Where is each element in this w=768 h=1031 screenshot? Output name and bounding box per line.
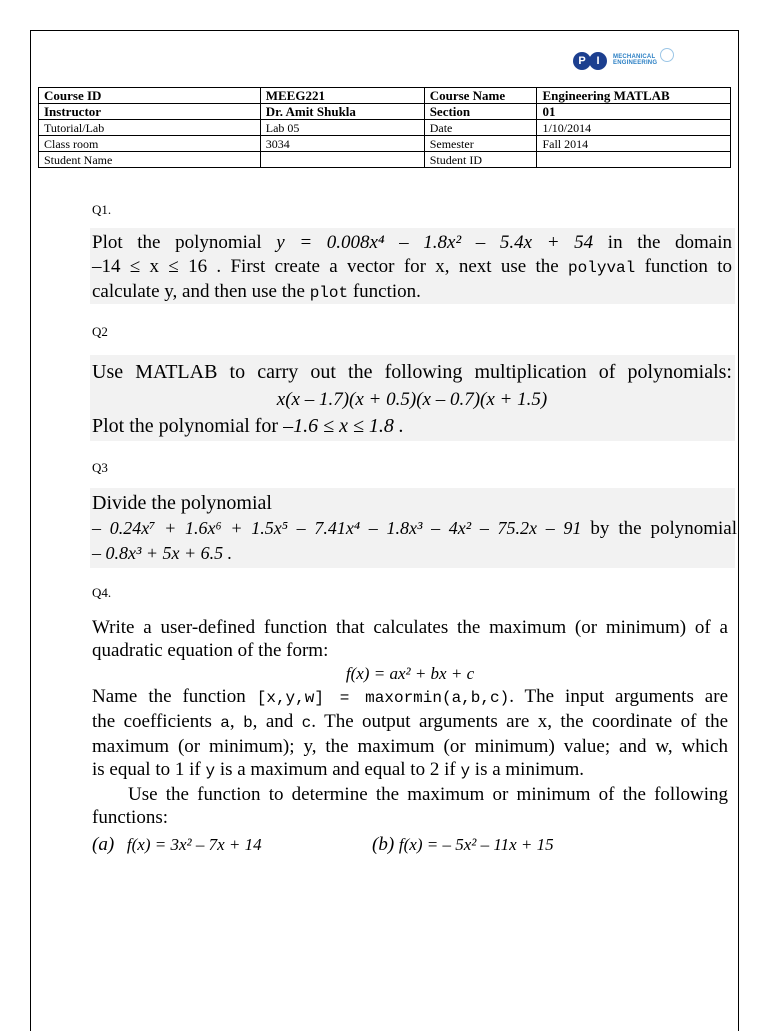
table-cell: Instructor xyxy=(39,104,261,120)
table-cell: Course ID xyxy=(39,88,261,104)
table-cell: Student ID xyxy=(424,152,537,168)
question-label-q1: Q1. xyxy=(92,202,112,217)
logo-badge-p: P xyxy=(573,52,591,70)
q2-text: Use MATLAB to carry out the following multiplication of polynomials: x(x – 1.7)(x + 0.5)(x – 0.7)(x + 1.5) Plot the polynomial for –1.6 ≤ x ≤ 1.8 . xyxy=(92,361,732,437)
table-cell: Class room xyxy=(39,136,261,152)
table-cell: Section xyxy=(424,104,537,120)
table-row xyxy=(39,136,731,152)
table-cell: Engineering MATLAB xyxy=(537,88,731,104)
logo-text: MECHANICAL ENGINEERING xyxy=(613,54,658,66)
table-cell: 3034 xyxy=(260,136,424,152)
course-info-table xyxy=(38,87,731,168)
table-cell: Semester xyxy=(424,136,537,152)
table-cell: 01 xyxy=(537,104,731,120)
table-cell: Fall 2014 xyxy=(537,136,731,152)
question-label-q4: Q4. xyxy=(92,585,112,600)
q3-text: Divide the polynomial – 0.24x⁷ + 1.6x⁶ + 1.5x⁵ – 7.41x⁴ – 1.8x³ – 4x² – 75.2x – 91 by the polynomial – 0.8x³ + 5x + 6.5 . xyxy=(92,492,738,563)
question-label-q2: Q2 xyxy=(92,324,108,339)
logo-badge-i: I xyxy=(589,52,607,70)
q4-text: Write a user-defined function that calculates the maximum (or minimum) of a quadratic equation of the form: f(x) = ax² + bx + c Name the function [x,y,w] = maxormin(a,b,c). The input arguments are the coefficients a, b, and c. The output arguments are x, the coordinate of the maximum (or minimum); y, the maximum (or minimum) value; and w, which is equal to 1 if y is a maximum and equal to 2 if y is a minimum. Use the function to determine the maximum or minimum of the following functions: (a) f(x) = 3x² – 7x + 14 (b) f(x) = – 5x² – 11x + 15 xyxy=(92,617,729,855)
table-cell: Lab 05 xyxy=(260,120,424,136)
table-cell: 1/10/2014 xyxy=(537,120,731,136)
table-cell: Tutorial/Lab xyxy=(39,120,261,136)
student-name-field[interactable] xyxy=(260,152,424,168)
table-row xyxy=(39,104,731,120)
table-cell: Course Name xyxy=(424,88,537,104)
table-row xyxy=(39,88,731,104)
table-cell: Date xyxy=(424,120,537,136)
question-label-q3: Q3 xyxy=(92,460,108,475)
q1-text: Plot the polynomial y = 0.008x⁴ – 1.8x² – 5.4x + 54 in the domain –14 ≤ x ≤ 16 . First create a vector for x, next use the polyval function to calculate y, and then use the plot function. xyxy=(92,232,733,302)
table-row xyxy=(39,152,731,168)
table-row xyxy=(39,120,731,136)
table-cell: MEEG221 xyxy=(260,88,424,104)
table-cell: Dr. Amit Shukla xyxy=(260,104,424,120)
student-id-field[interactable] xyxy=(537,152,731,168)
table-cell: Student Name xyxy=(39,152,261,168)
department-logo xyxy=(573,48,683,78)
logo-ring-icon xyxy=(660,48,674,62)
